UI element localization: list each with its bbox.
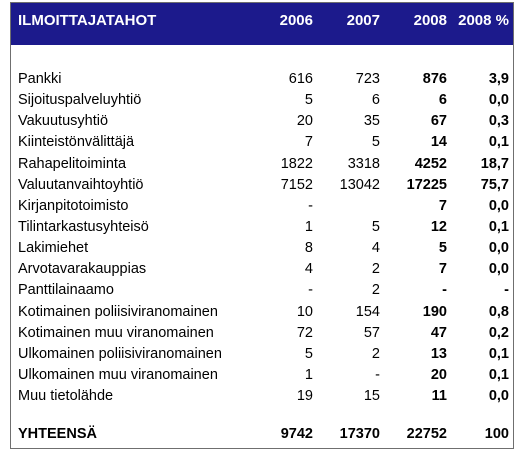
table-row bbox=[11, 70, 513, 91]
cell-2007: 57 bbox=[363, 324, 380, 341]
cell-2008: 12 bbox=[430, 218, 447, 235]
cell-2007: 2 bbox=[371, 282, 380, 299]
cell-2008: 20 bbox=[430, 366, 447, 383]
cell-2008-percent: 0,0 bbox=[488, 92, 509, 109]
cell-2006: 10 bbox=[296, 303, 313, 320]
cell-2008-percent: 0,1 bbox=[488, 366, 509, 383]
row-label: Kirjanpitotoimisto bbox=[18, 197, 129, 214]
row-label: Kotimainen muu viranomainen bbox=[18, 324, 214, 341]
cell-2007: 154 bbox=[355, 303, 380, 320]
cell-2008: 190 bbox=[422, 303, 447, 320]
cell-2006: 1 bbox=[304, 218, 313, 235]
cell-2007: 2 bbox=[371, 345, 380, 362]
cell-2006: 5 bbox=[304, 345, 313, 362]
cell-2006: 616 bbox=[288, 71, 313, 87]
cell-2008: 47 bbox=[430, 324, 447, 341]
total-2008: 22752 bbox=[406, 426, 447, 442]
row-label: Kiinteistönvälittäjä bbox=[18, 134, 135, 151]
table-row bbox=[11, 324, 513, 345]
cell-2008: 7 bbox=[438, 261, 447, 278]
cell-2006: 7152 bbox=[280, 176, 313, 193]
cell-2008-percent: 75,7 bbox=[480, 176, 509, 193]
header-2007: 2007 bbox=[346, 12, 380, 29]
row-label: Tilintarkastusyhteisö bbox=[18, 218, 149, 235]
row-label: Kotimainen poliisiviranomainen bbox=[18, 303, 218, 320]
row-label: Valuutanvaihtoyhtiö bbox=[18, 176, 144, 193]
table-row bbox=[11, 218, 513, 239]
cell-2008-percent: 0,0 bbox=[488, 388, 509, 405]
cell-2008-percent: 0,0 bbox=[488, 261, 509, 278]
cell-2007: 5 bbox=[371, 218, 380, 235]
cell-2006: 19 bbox=[296, 388, 313, 405]
cell-2008-percent: - bbox=[504, 282, 509, 299]
cell-2008-percent: 0,1 bbox=[488, 134, 509, 151]
cell-2007: 35 bbox=[363, 113, 380, 130]
cell-2007: 6 bbox=[371, 92, 380, 109]
header-2008-percent: 2008 % bbox=[458, 12, 509, 29]
total-2007: 17370 bbox=[339, 426, 380, 442]
cell-2007: 4 bbox=[371, 240, 380, 257]
header-2008: 2008 bbox=[413, 12, 447, 29]
cell-2008: - bbox=[442, 282, 447, 299]
cell-2006: 7 bbox=[304, 134, 313, 151]
row-label: Arvotavarakauppias bbox=[18, 261, 147, 278]
cell-2007: - bbox=[375, 366, 380, 383]
reporter-statistics-table bbox=[10, 2, 514, 449]
cell-2008: 4252 bbox=[414, 155, 447, 172]
row-label: Ulkomainen muu viranomainen bbox=[18, 366, 218, 383]
cell-2008-percent: 0,1 bbox=[488, 218, 509, 235]
total-2006: 9742 bbox=[280, 426, 313, 442]
row-label: Panttilainaamo bbox=[18, 282, 114, 299]
cell-2008-percent: 0,8 bbox=[488, 303, 509, 320]
cell-2006: 1 bbox=[304, 366, 313, 383]
cell-2008: 14 bbox=[430, 134, 447, 151]
cell-2008-percent: 0,2 bbox=[488, 324, 509, 341]
table-row bbox=[11, 197, 513, 218]
total-label: YHTEENSÄ bbox=[18, 426, 97, 442]
cell-2006: 1822 bbox=[280, 155, 313, 172]
cell-2006: 4 bbox=[304, 261, 313, 278]
row-label: Sijoituspalveluyhtiö bbox=[18, 92, 142, 109]
cell-2006: - bbox=[308, 282, 313, 299]
cell-2008: 17225 bbox=[406, 176, 447, 193]
cell-2006: 72 bbox=[296, 324, 313, 341]
table-row bbox=[11, 303, 513, 324]
cell-2008-percent: 3,9 bbox=[488, 71, 509, 87]
cell-2007: 2 bbox=[371, 261, 380, 278]
table-row bbox=[11, 260, 513, 281]
table-header bbox=[11, 3, 513, 45]
cell-2008: 876 bbox=[422, 71, 447, 87]
table-row bbox=[11, 387, 513, 408]
cell-2006: 20 bbox=[296, 113, 313, 130]
total-row bbox=[11, 425, 513, 447]
cell-2007: 3318 bbox=[347, 155, 380, 172]
cell-2008: 5 bbox=[438, 240, 447, 257]
table-row bbox=[11, 112, 513, 133]
cell-2008: 6 bbox=[438, 92, 447, 109]
cell-2008: 7 bbox=[438, 197, 447, 214]
table-row bbox=[11, 239, 513, 260]
row-label: Muu tietolähde bbox=[18, 388, 114, 405]
row-label: Vakuutusyhtiö bbox=[18, 113, 109, 130]
cell-2008: 11 bbox=[431, 388, 447, 405]
row-label: Pankki bbox=[18, 71, 62, 87]
table-row bbox=[11, 155, 513, 176]
cell-2008-percent: 0,1 bbox=[488, 345, 509, 362]
cell-2008: 67 bbox=[430, 113, 447, 130]
table-row bbox=[11, 91, 513, 112]
header-2006: 2006 bbox=[279, 12, 313, 29]
row-label: Rahapelitoiminta bbox=[18, 155, 127, 172]
table-row bbox=[11, 366, 513, 387]
cell-2007: 5 bbox=[371, 134, 380, 151]
table-row bbox=[11, 176, 513, 197]
table-row bbox=[11, 345, 513, 366]
cell-2007: 13042 bbox=[339, 176, 380, 193]
row-label: Lakimiehet bbox=[18, 240, 89, 257]
table-row bbox=[11, 133, 513, 154]
table-body bbox=[11, 70, 513, 408]
cell-2006: 8 bbox=[304, 240, 313, 257]
table-row bbox=[11, 281, 513, 302]
cell-2007: 15 bbox=[363, 388, 380, 405]
cell-2008-percent: 18,7 bbox=[480, 155, 509, 172]
cell-2008-percent: 0,0 bbox=[488, 240, 509, 257]
cell-2008-percent: 0,3 bbox=[488, 113, 509, 130]
total-2008-percent: 100 bbox=[484, 426, 509, 442]
cell-2007: 723 bbox=[355, 71, 380, 87]
row-label: Ulkomainen poliisiviranomainen bbox=[18, 345, 222, 362]
cell-2006: - bbox=[308, 197, 313, 214]
cell-2006: 5 bbox=[304, 92, 313, 109]
cell-2008: 13 bbox=[430, 345, 447, 362]
header-reporters: ILMOITTAJATAHOT bbox=[18, 12, 157, 29]
cell-2008-percent: 0,0 bbox=[488, 197, 509, 214]
